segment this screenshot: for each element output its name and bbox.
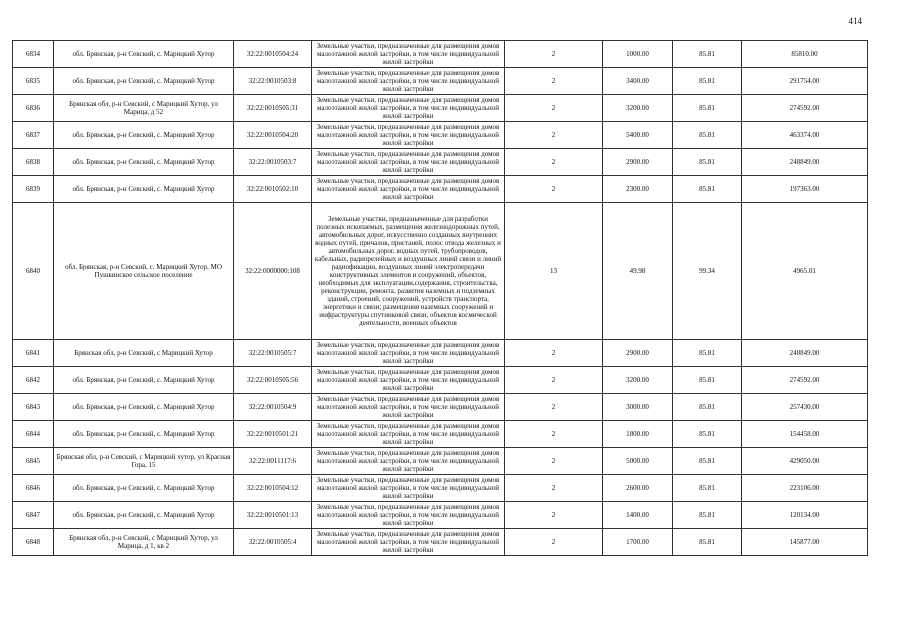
cadastral-number-cell: 32:22:0010504:9 <box>234 394 312 421</box>
area-cell: 1800.00 <box>603 421 673 448</box>
rate-cell: 85.81 <box>673 529 742 556</box>
land-category-cell: Земельные участки, предназначенные для размещения домов малоэтажной жилой застройки, в том числе индивидуальной жилой застройки <box>312 448 505 475</box>
table-row <box>13 122 868 149</box>
address-cell: обл. Брянская, р-н Севский, с. Марицкий Хутор <box>54 394 234 421</box>
area-cell: 3400.00 <box>603 68 673 95</box>
land-category-cell: Земельные участки, предназначенные для размещения домов малоэтажной жилой застройки, в том числе индивидуальной жилой застройки <box>312 41 505 68</box>
quantity-cell: 2 <box>505 529 603 556</box>
address-cell: обл. Брянская, р-н Севский, с. Марицкий Хутор <box>54 176 234 203</box>
area-cell: 2300.00 <box>603 176 673 203</box>
area-cell: 2900.00 <box>603 149 673 176</box>
land-category-cell: Земельные участки, предназначенные для разработки полезных ископаемых, размещения железнодорожных путей, автомобильных дорог, искусственно созданных внутренних водных путей, причалов, пристаней, полос отвода железных и автомобильных дорог, водных путей, трубопроводов, кабельных, радиорелейных и воздушных линий связи и линий радиофикации, воздушных линий электропередачи конструктивных элементов и сооружений, объектов, необходимых для эксплуатации,содержания, строительства, реконструкции, ремонта, развития наземных и подземных зданий, строений, сооружений, устройств транспорта, энергетики и связи; размещения наземных сооружений и инфраструктуры спутниковой связи, объектов космической деятельности, военных объектов <box>312 203 505 340</box>
table-row <box>13 502 868 529</box>
row-number: 6847 <box>13 502 54 529</box>
rate-cell: 85.81 <box>673 340 742 367</box>
quantity-cell: 2 <box>505 68 603 95</box>
area-cell: 1000.00 <box>603 41 673 68</box>
cadastral-number-cell: 32:22:0010505:56 <box>234 367 312 394</box>
address-cell: обл. Брянская, р-н Севский, с. Марицкий Хутор <box>54 68 234 95</box>
row-number: 6836 <box>13 95 54 122</box>
row-number: 6842 <box>13 367 54 394</box>
quantity-cell: 2 <box>505 448 603 475</box>
area-cell: 5000.00 <box>603 448 673 475</box>
quantity-cell: 2 <box>505 394 603 421</box>
area-cell: 1700.00 <box>603 529 673 556</box>
land-category-cell: Земельные участки, предназначенные для размещения домов малоэтажной жилой застройки, в том числе индивидуальной жилой застройки <box>312 394 505 421</box>
quantity-cell: 2 <box>505 176 603 203</box>
cadastral-number-cell: 32:22:0010504:24 <box>234 41 312 68</box>
cadastral-number-cell: 32:22:0010502:10 <box>234 176 312 203</box>
row-number: 6845 <box>13 448 54 475</box>
address-cell: обл. Брянская, р-н Севский, с. Марицкий Хутор <box>54 122 234 149</box>
rate-cell: 85.81 <box>673 122 742 149</box>
row-number: 6841 <box>13 340 54 367</box>
rate-cell: 85.81 <box>673 394 742 421</box>
area-cell: 2900.00 <box>603 340 673 367</box>
table-row <box>13 95 868 122</box>
cadastral-number-cell: 32:22:0010505:4 <box>234 529 312 556</box>
row-number: 6838 <box>13 149 54 176</box>
cadastral-value-cell: 223106.00 <box>742 475 868 502</box>
land-category-cell: Земельные участки, предназначенные для размещения домов малоэтажной жилой застройки, в том числе индивидуальной жилой застройки <box>312 176 505 203</box>
cadastral-number-cell: 32:22:0010501:21 <box>234 421 312 448</box>
cadastral-number-cell: 32:22:0010505:7 <box>234 340 312 367</box>
rate-cell: 85.81 <box>673 176 742 203</box>
cadastral-number-cell: 32:22:0010504:12 <box>234 475 312 502</box>
row-number: 6835 <box>13 68 54 95</box>
address-cell: обл. Брянская, р-н Севский, с. Марицкий Хутор <box>54 41 234 68</box>
row-number: 6840 <box>13 203 54 340</box>
land-registry-table <box>12 40 868 556</box>
cadastral-number-cell: 32:22:0010505:31 <box>234 95 312 122</box>
rate-cell: 85.81 <box>673 41 742 68</box>
table-row <box>13 448 868 475</box>
address-cell: Брянская обл, р-н Севский, с Марицкий Хутор, ул Марица, д 1, кв 2 <box>54 529 234 556</box>
table-row <box>13 367 868 394</box>
row-number: 6844 <box>13 421 54 448</box>
cadastral-value-cell: 197363.00 <box>742 176 868 203</box>
cadastral-value-cell: 291754.00 <box>742 68 868 95</box>
table-row <box>13 394 868 421</box>
page-number: 414 <box>848 16 862 26</box>
quantity-cell: 2 <box>505 475 603 502</box>
land-category-cell: Земельные участки, предназначенные для размещения домов малоэтажной жилой застройки, в том числе индивидуальной жилой застройки <box>312 367 505 394</box>
land-category-cell: Земельные участки, предназначенные для размещения домов малоэтажной жилой застройки, в том числе индивидуальной жилой застройки <box>312 421 505 448</box>
rate-cell: 85.81 <box>673 68 742 95</box>
land-category-cell: Земельные участки, предназначенные для размещения домов малоэтажной жилой застройки, в том числе индивидуальной жилой застройки <box>312 149 505 176</box>
table-row <box>13 421 868 448</box>
cadastral-value-cell: 120134.00 <box>742 502 868 529</box>
address-cell: обл. Брянская, р-н Севский, с. Марицкий Хутор, МО Пушкинское сельское поселение <box>54 203 234 340</box>
cadastral-number-cell: 32:22:0010503:8 <box>234 68 312 95</box>
cadastral-value-cell: 257430.00 <box>742 394 868 421</box>
cadastral-value-cell: 429050.00 <box>742 448 868 475</box>
quantity-cell: 13 <box>505 203 603 340</box>
table-row <box>13 340 868 367</box>
address-cell: обл. Брянская, р-н Севский, с. Марицкий Хутор <box>54 475 234 502</box>
rate-cell: 85.81 <box>673 475 742 502</box>
table-row <box>13 176 868 203</box>
address-cell: Брянская обл, р-н Севский, с Марицкий хутор, ул Красная Гора, 15 <box>54 448 234 475</box>
area-cell: 2600.00 <box>603 475 673 502</box>
rate-cell: 85.81 <box>673 448 742 475</box>
row-number: 6846 <box>13 475 54 502</box>
rate-cell: 85.81 <box>673 367 742 394</box>
quantity-cell: 2 <box>505 95 603 122</box>
area-cell: 3000.00 <box>603 394 673 421</box>
quantity-cell: 2 <box>505 149 603 176</box>
land-category-cell: Земельные участки, предназначенные для размещения домов малоэтажной жилой застройки, в том числе индивидуальной жилой застройки <box>312 340 505 367</box>
rate-cell: 85.81 <box>673 95 742 122</box>
cadastral-value-cell: 154458.00 <box>742 421 868 448</box>
registry-body <box>13 41 868 556</box>
table-row <box>13 529 868 556</box>
cadastral-value-cell: 85810.00 <box>742 41 868 68</box>
address-cell: Брянская обл, р-н Севский, с Марицкий Хутор <box>54 340 234 367</box>
table-row <box>13 149 868 176</box>
quantity-cell: 2 <box>505 421 603 448</box>
cadastral-value-cell: 4965.01 <box>742 203 868 340</box>
rate-cell: 85.81 <box>673 421 742 448</box>
table-row <box>13 203 868 340</box>
address-cell: обл. Брянская, р-н Севский, с. Марицкий Хутор <box>54 502 234 529</box>
table-row <box>13 68 868 95</box>
row-number: 6837 <box>13 122 54 149</box>
cadastral-value-cell: 248849.00 <box>742 340 868 367</box>
land-category-cell: Земельные участки, предназначенные для размещения домов малоэтажной жилой застройки, в том числе индивидуальной жилой застройки <box>312 502 505 529</box>
table-row <box>13 475 868 502</box>
rate-cell: 99.34 <box>673 203 742 340</box>
land-category-cell: Земельные участки, предназначенные для размещения домов малоэтажной жилой застройки, в том числе индивидуальной жилой застройки <box>312 122 505 149</box>
address-cell: обл. Брянская, р-н Севский, с. Марицкий Хутор <box>54 367 234 394</box>
cadastral-value-cell: 274592.00 <box>742 95 868 122</box>
address-cell: Брянская обл, р-н Севский, с Марицкий Хутор, ул Марица, д 52 <box>54 95 234 122</box>
cadastral-value-cell: 463374.00 <box>742 122 868 149</box>
cadastral-number-cell: 32:22:0010503:7 <box>234 149 312 176</box>
quantity-cell: 2 <box>505 502 603 529</box>
address-cell: обл. Брянская, р-н Севский, с. Марицкий Хутор <box>54 421 234 448</box>
cadastral-number-cell: 32:22:0010501:13 <box>234 502 312 529</box>
land-category-cell: Земельные участки, предназначенные для размещения домов малоэтажной жилой застройки, в том числе индивидуальной жилой застройки <box>312 68 505 95</box>
cadastral-value-cell: 145877.00 <box>742 529 868 556</box>
table-row <box>13 41 868 68</box>
area-cell: 5400.00 <box>603 122 673 149</box>
quantity-cell: 2 <box>505 122 603 149</box>
row-number: 6848 <box>13 529 54 556</box>
cadastral-number-cell: 32:22:0010504:20 <box>234 122 312 149</box>
quantity-cell: 2 <box>505 367 603 394</box>
row-number: 6839 <box>13 176 54 203</box>
area-cell: 1400.00 <box>603 502 673 529</box>
area-cell: 3200.00 <box>603 367 673 394</box>
cadastral-number-cell: 32:22:0000000:108 <box>234 203 312 340</box>
cadastral-value-cell: 248849.00 <box>742 149 868 176</box>
cadastral-number-cell: 32:22:0011117:6 <box>234 448 312 475</box>
cadastral-value-cell: 274592.00 <box>742 367 868 394</box>
row-number: 6843 <box>13 394 54 421</box>
rate-cell: 85.81 <box>673 502 742 529</box>
land-category-cell: Земельные участки, предназначенные для размещения домов малоэтажной жилой застройки, в том числе индивидуальной жилой застройки <box>312 475 505 502</box>
row-number: 6834 <box>13 41 54 68</box>
address-cell: обл. Брянская, р-н Севский, с. Марицкий Хутор <box>54 149 234 176</box>
area-cell: 3200.00 <box>603 95 673 122</box>
land-category-cell: Земельные участки, предназначенные для размещения домов малоэтажной жилой застройки, в том числе индивидуальной жилой застройки <box>312 529 505 556</box>
area-cell: 49.98 <box>603 203 673 340</box>
rate-cell: 85.81 <box>673 149 742 176</box>
quantity-cell: 2 <box>505 340 603 367</box>
quantity-cell: 2 <box>505 41 603 68</box>
land-category-cell: Земельные участки, предназначенные для размещения домов малоэтажной жилой застройки, в том числе индивидуальной жилой застройки <box>312 95 505 122</box>
